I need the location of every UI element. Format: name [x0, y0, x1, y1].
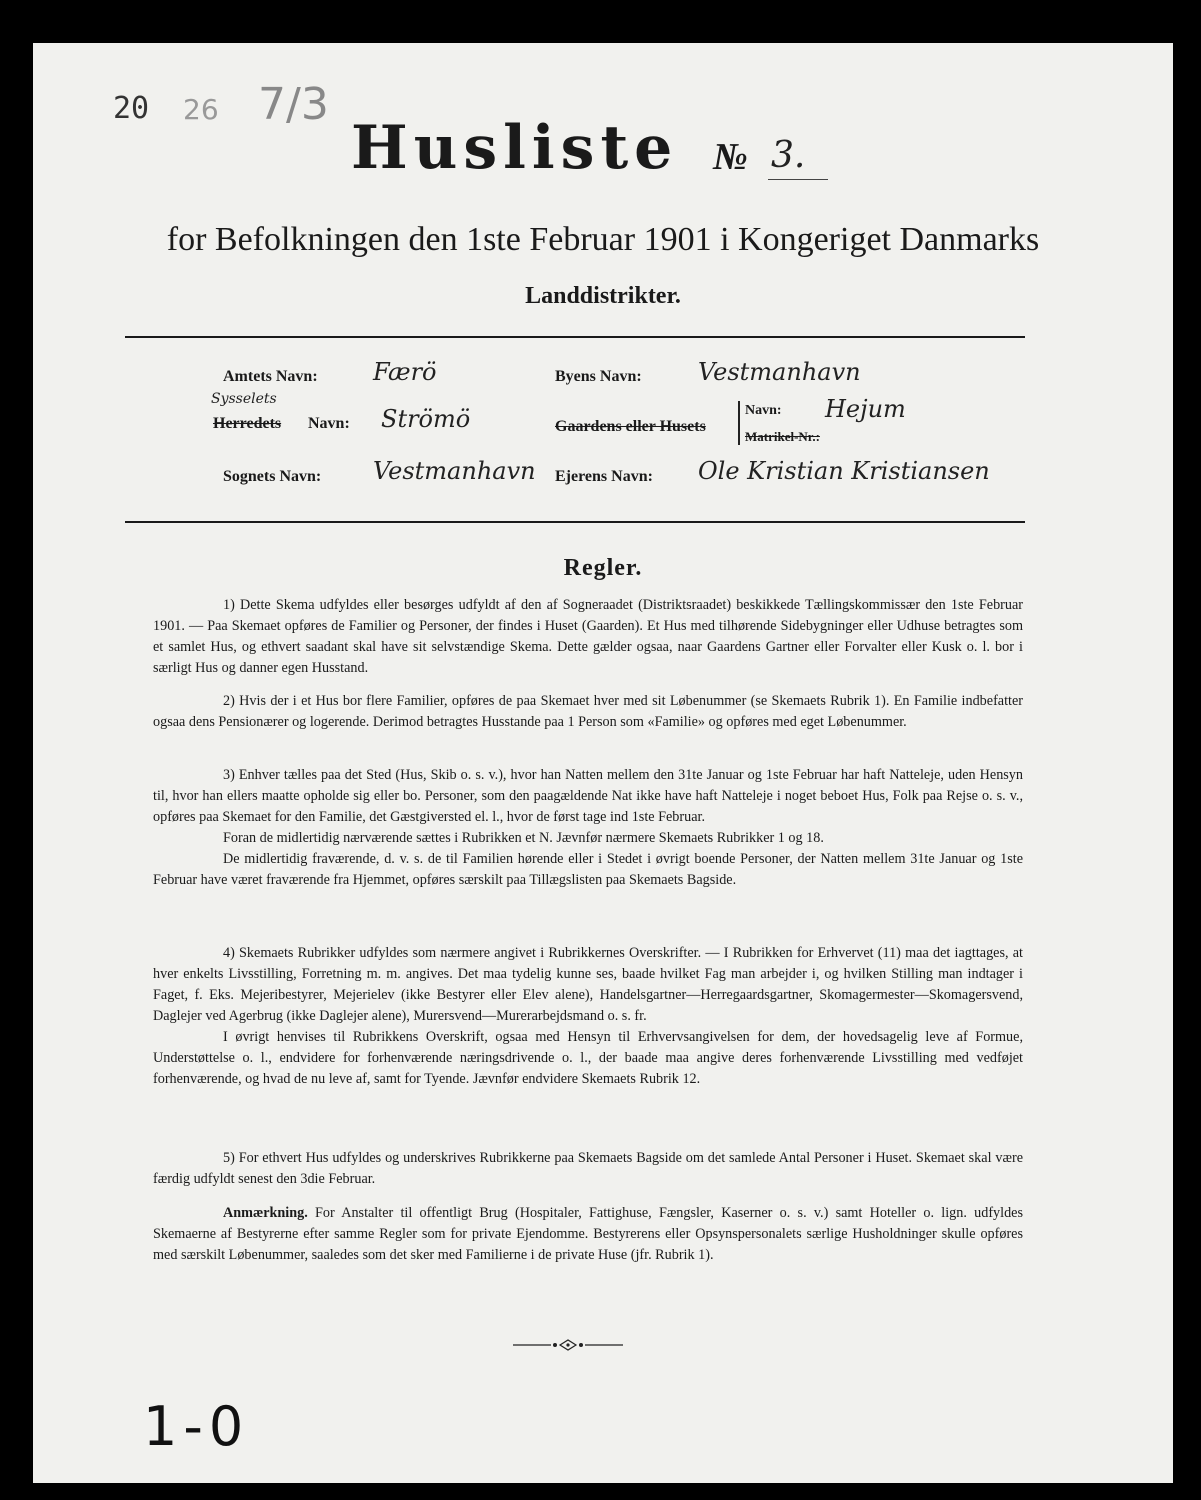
rule-3 [153, 765, 1023, 891]
rule-1-text: 1) Dette Skema udfyldes eller besørges udfyldt af den af Sogneraadet (Distriktsraadet) beskikkede Tællingskommissær den 1ste Februar 1901. — Paa Skemaet opføres de Familier og Personer, der findes i Huset (Gaarden). Et Hus med tilhørende Sidebygninger eller Udhuse betragtes som et samlet Hus, og ethvert saadant skal have sit selvstændige Skema. Dette gælder ogsaa, naar Gaardens Gartner eller Forvalter eller Kusk o. l. bor i særligt Hus og danner egen Husstand. [153, 597, 1023, 676]
gaard-label: Gaardens eller Husets [555, 418, 706, 435]
top-divider [125, 336, 1025, 338]
stamp-number: 20 [113, 91, 150, 126]
ejer-value: Ole Kristian Kristiansen [698, 457, 990, 485]
sogn-value: Vestmanhavn [373, 457, 536, 485]
annotation [153, 1203, 1023, 1266]
subtitle: for Befolkningen den 1ste Februar 1901 i Kongeriget Danmarks [166, 221, 1040, 258]
list-number: 3. [771, 135, 806, 176]
gaard-matrikel-label: Matrikel-Nr.: [745, 429, 820, 444]
ejer-label: Ejerens Navn: [555, 468, 653, 485]
rule-3-absent: De midlertidig fraværende, d. v. s. de til Familien hørende eller i Stedet i øvrigt boende Personer, der Natten mellem 31te Januar og 1ste Februar have været fraværende fra Hjemmet, opføres særskilt paa Tillægslisten paa Skemaets Bagside. [153, 851, 1023, 888]
rule-5-text: 5) For ethvert Hus udfyldes og underskrives Rubrikkerne paa Skemaets Bagside om det samlede Antal Personer i Huset. Skemaet skal være færdig udfyldt senest den 3die Februar. [153, 1150, 1023, 1187]
bottom-divider [125, 521, 1025, 523]
herred-value: Strömö [381, 405, 471, 433]
ornament [513, 1338, 623, 1352]
rule-4 [153, 943, 1023, 1090]
annotation-text: For Anstalter til offentligt Brug (Hospitaler, Fattighuse, Fængsler, Kaserner o. s. v.) samt Hoteller o. lign. udfyldes Skemaerne af Bestyrerne efter samme Regler som for private Ejendomme. Bestyrerens eller Opsynspersonalets særlige Husholdninger skulle opføres med særskilt Løbenummer, saaledes som det sker med Familierne i de private Huse (jfr. Rubrik 1). [153, 1205, 1024, 1263]
number-underline [768, 179, 828, 180]
bottom-handwritten-note: 1-0 [143, 1395, 250, 1458]
rule-4-reference: I øvrigt henvises til Rubrikkens Overskrift, ogsaa med Hensyn til Erhvervsangivelsen for dem, der hovedsagelig leve af Formue, Understøttelse o. l., endvidere for forhenværende næringsdrivende o. l., der baade maa angive deres forhenværende Livsstilling med vedføjet forhenværende, og hvad de nu leve af, samt for Tyende. Jævnfør endvidere Skemaets Rubrik 12. [153, 1029, 1023, 1087]
rules-heading: Regler. [563, 555, 643, 581]
herred-label-handwritten: Sysselets [211, 391, 277, 407]
by-value: Vestmanhavn [698, 358, 861, 386]
page-title: Husliste [351, 113, 679, 183]
gaard-navn-label: Navn: [745, 403, 782, 418]
rule-5 [153, 1148, 1023, 1190]
district-heading: Landdistrikter. [525, 283, 681, 309]
number-label: № [713, 136, 748, 178]
rule-2-text: 2) Hvis der i et Hus bor flere Familier, opføres de paa Skemaet hver med sit Løbenummer (se Skemaets Rubrik 1). En Familie indbefatter ogsaa dens Pensionærer og logerende. Derimod betragtes Husstande paa 1 Person som «Familie» og opføres med eget Løbenummer. [153, 693, 1023, 730]
annotation-label: Anmærkning. [223, 1205, 308, 1221]
by-label: Byens Navn: [555, 368, 642, 385]
sogn-label: Sognets Navn: [223, 468, 322, 485]
census-form-page [33, 43, 1173, 1483]
pencil-fraction: 7/3 [258, 79, 329, 130]
rule-2 [153, 691, 1023, 733]
amt-label: Amtets Navn: [223, 368, 318, 385]
gaard-brace [738, 401, 740, 445]
herred-label-suffix: Navn: [308, 415, 350, 432]
amt-value: Færö [373, 358, 437, 386]
gaard-navn-value: Hejum [825, 395, 906, 423]
rule-3-note-n: Foran de midlertidig nærværende sættes i Rubrikken et N. Jævnfør nærmere Skemaets Rubrikker 1 og 18. [223, 830, 824, 846]
rule-1 [153, 595, 1023, 679]
rule-3-text: 3) Enhver tælles paa det Sted (Hus, Skib o. s. v.), hvor han Natten mellem den 31te Januar og 1ste Februar har haft Natteleje, uden Hensyn til, hvor han ellers maatte opholde sig eller bo. Personer, som den paagældende Nat ikke have haft Natteleje i noget beboet Hus, Folk paa Rejse o. s. v., opføres paa Skemaet for den Familie, det Gæstgiversted el. l., hvor de først tage ind 1ste Februar. [153, 767, 1023, 825]
rule-4-text: 4) Skemaets Rubrikker udfyldes som nærmere angivet i Rubrikkernes Overskrifter. — I Rubrikken for Erhvervet (11) maa det iagttages, at hver enkelts Livsstilling, Forretning m. m. angives. Det maa tydelig kunne ses, baade hvilket Fag man arbejder i, og hvilken Stilling man indtager i Faget, f. Eks. Mejeribestyrer, Mejerielev (ikke Bestyrer eller Elev alene), Handelsgartner—Herregaardsgartner, Skomagermester—Skomagersvend, Daglejer ved Agerbrug (ikke Daglejer alene), Murersvend—Murerarbejdsmand o. s. fr. [153, 945, 1023, 1024]
herred-label-struck: Herredets [213, 415, 282, 432]
pencil-number: 26 [183, 93, 219, 126]
